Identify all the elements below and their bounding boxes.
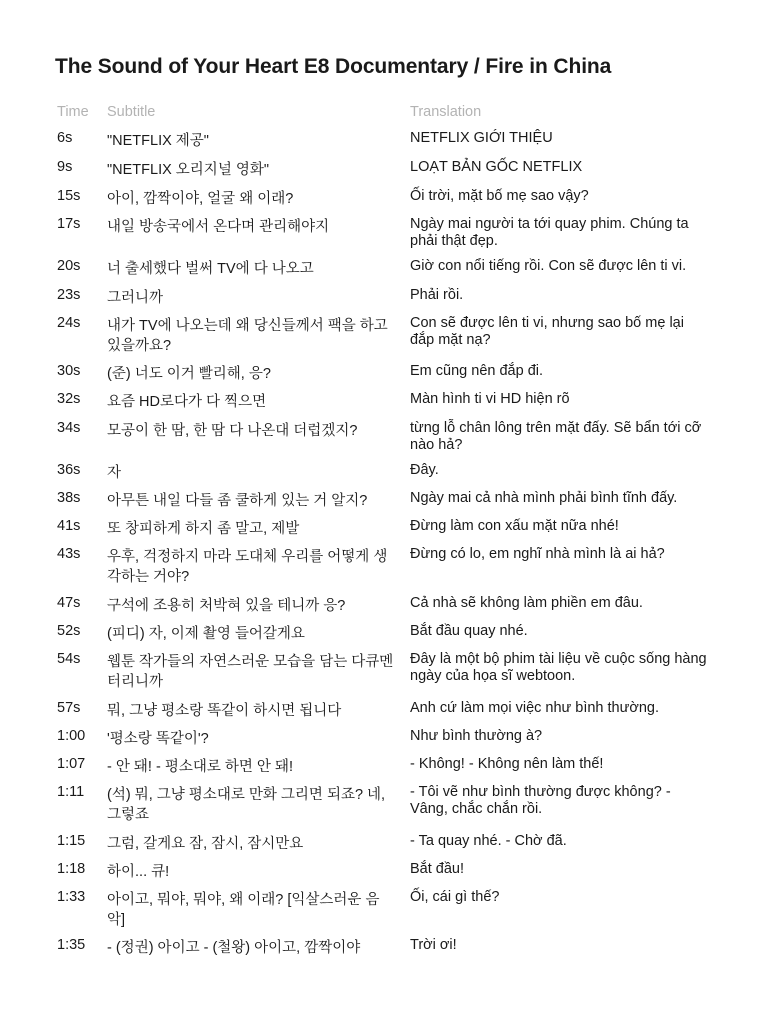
table-row — [0, 157, 768, 181]
table-row — [0, 887, 768, 931]
row-translation: Bắt đầu quay nhé. — [410, 623, 528, 639]
row-translation: - Ta quay nhé. - Chờ đã. — [410, 833, 567, 849]
row-time: 1:35 — [57, 937, 86, 953]
table-row — [0, 418, 768, 456]
row-translation: Đây là một bộ phim tài liệu về cuộc sống hàng ngày của họa sĩ webtoon. — [410, 651, 707, 684]
row-time: 6s — [57, 130, 73, 146]
row-subtitle: 그럼, 갈게요 잠, 잠시, 잠시만요 — [107, 836, 304, 852]
row-subtitle: 아무튼 내일 다들 좀 쿨하게 있는 거 알지? — [107, 493, 368, 509]
row-subtitle: "NETFLIX 오리지널 영화" — [107, 162, 270, 178]
row-time: 1:07 — [57, 756, 86, 772]
row-translation: Như bình thường à? — [410, 728, 543, 744]
row-time: 20s — [57, 258, 81, 274]
table-row — [0, 488, 768, 512]
row-translation: - Tôi vẽ như bình thường được không? - Vâng, chắc chắn rồi. — [410, 784, 671, 817]
table-row — [0, 754, 768, 778]
row-subtitle: 그러니까 — [107, 290, 164, 306]
row-translation: Bắt đầu! — [410, 861, 465, 877]
row-translation: Em cũng nên đắp đi. — [410, 363, 544, 379]
row-time: 1:15 — [57, 833, 86, 849]
row-time: 17s — [57, 216, 81, 232]
row-translation: NETFLIX GIỚI THIỆU — [410, 130, 553, 146]
row-time: 15s — [57, 188, 81, 204]
row-subtitle: 또 창피하게 하지 좀 말고, 제발 — [107, 521, 300, 537]
row-time: 57s — [57, 700, 81, 716]
row-translation: Ngày mai cả nhà mình phải bình tĩnh đấy. — [410, 490, 678, 506]
row-subtitle: 뭐, 그냥 평소랑 똑같이 하시면 됩니다 — [107, 703, 342, 719]
row-subtitle: (피디) 자, 이제 촬영 들어갈게요 — [107, 626, 305, 642]
row-translation: Cả nhà sẽ không làm phiền em đâu. — [410, 595, 643, 611]
row-subtitle: "NETFLIX 제공" — [107, 133, 209, 149]
row-translation: Con sẽ được lên ti vi, nhưng sao bố mẹ lại đắp mặt nạ? — [410, 315, 684, 348]
table-row — [0, 186, 768, 210]
row-time: 1:00 — [57, 728, 86, 744]
table-row — [0, 621, 768, 645]
table-row — [0, 313, 768, 355]
row-subtitle: - 안 돼! - 평소대로 하면 안 돼! — [107, 759, 293, 775]
row-time: 32s — [57, 391, 81, 407]
row-translation: Đừng có lo, em nghĩ nhà mình là ai hả? — [410, 546, 665, 562]
row-subtitle: (석) 뭐, 그냥 평소대로 만화 그리면 되죠? 네, 그렇죠 — [107, 787, 386, 823]
row-translation: Anh cứ làm mọi việc như bình thường. — [410, 700, 659, 716]
row-time: 1:11 — [57, 784, 85, 800]
row-time: 24s — [57, 315, 81, 331]
row-translation: Màn hình ti vi HD hiện rõ — [410, 391, 570, 407]
row-subtitle: - (정권) 아이고 - (철왕) 아이고, 깜짝이야 — [107, 940, 361, 956]
row-subtitle: 구석에 조용히 처박혀 있을 테니까 응? — [107, 598, 346, 614]
table-row — [0, 935, 768, 959]
table-row — [0, 544, 768, 588]
row-subtitle: 너 출세했다 벌써 TV에 다 나오고 — [107, 261, 314, 277]
row-time: 43s — [57, 546, 81, 562]
table-row — [0, 516, 768, 540]
row-subtitle: 아이고, 뭐야, 뭐야, 왜 이래? [익살스러운 음악] — [107, 892, 380, 928]
table-row — [0, 389, 768, 413]
header-subtitle: Subtitle — [107, 104, 156, 120]
table-row — [0, 460, 768, 484]
row-subtitle: 웹툰 작가들의 자연스러운 모습을 담는 다큐멘터리니까 — [107, 654, 394, 690]
row-subtitle: 우후, 걱정하지 마라 도대체 우리를 어떻게 생각하는 거야? — [107, 549, 388, 585]
header-time: Time — [57, 104, 89, 120]
row-translation: Đây. — [410, 462, 439, 478]
row-subtitle: 자 — [107, 465, 122, 481]
row-subtitle: 하이... 큐! — [107, 864, 170, 880]
table-row — [0, 831, 768, 855]
table-row — [0, 128, 768, 152]
table-row — [0, 285, 768, 309]
row-translation: - Không! - Không nên làm thế! — [410, 756, 604, 772]
row-subtitle: (준) 너도 이거 빨리해, 응? — [107, 366, 271, 382]
row-subtitle: 요즘 HD로다가 다 찍으면 — [107, 394, 267, 410]
table-row — [0, 361, 768, 385]
row-translation: từng lỗ chân lông trên mặt đấy. Sẽ bẩn tới cỡ nào hả? — [410, 420, 702, 453]
row-subtitle: 모공이 한 땀, 한 땀 다 나온대 더럽겠지? — [107, 423, 358, 439]
row-translation: Đừng làm con xấu mặt nữa nhé! — [410, 518, 619, 534]
row-time: 23s — [57, 287, 81, 303]
row-subtitle: 내가 TV에 나오는데 왜 당신들께서 팩을 하고 있을까요? — [107, 318, 388, 354]
row-time: 52s — [57, 623, 81, 639]
row-time: 34s — [57, 420, 81, 436]
row-translation: Ối trời, mặt bố mẹ sao vậy? — [410, 188, 589, 204]
row-translation: LOẠT BẢN GỐC NETFLIX — [410, 159, 583, 175]
table-row — [0, 698, 768, 722]
row-time: 1:33 — [57, 889, 86, 905]
row-time: 38s — [57, 490, 81, 506]
row-time: 30s — [57, 363, 81, 379]
table-row — [0, 782, 768, 826]
table-row — [0, 649, 768, 693]
row-subtitle: '평소랑 똑같이'? — [107, 731, 209, 747]
row-time: 41s — [57, 518, 81, 534]
row-translation: Ngày mai người ta tới quay phim. Chúng ta phải thật đẹp. — [410, 216, 689, 249]
table-row — [0, 859, 768, 883]
row-time: 9s — [57, 159, 73, 175]
row-translation: Ối, cái gì thế? — [410, 889, 500, 905]
table-row — [0, 593, 768, 617]
table-row — [0, 214, 768, 252]
row-translation: Giờ con nổi tiếng rồi. Con sẽ được lên ti vi. — [410, 258, 687, 274]
document-title: The Sound of Your Heart E8 Documentary / Fire in China — [55, 55, 612, 78]
row-time: 54s — [57, 651, 81, 667]
row-subtitle: 내일 방송국에서 온다며 관리해야지 — [107, 219, 330, 235]
row-time: 36s — [57, 462, 81, 478]
row-translation: Trời ơi! — [410, 937, 457, 953]
row-time: 1:18 — [57, 861, 86, 877]
header-translation: Translation — [410, 104, 482, 120]
table-row — [0, 256, 768, 280]
row-subtitle: 아이, 깜짝이야, 얼굴 왜 이래? — [107, 191, 294, 207]
row-translation: Phải rồi. — [410, 287, 464, 303]
row-time: 47s — [57, 595, 81, 611]
table-row — [0, 726, 768, 750]
